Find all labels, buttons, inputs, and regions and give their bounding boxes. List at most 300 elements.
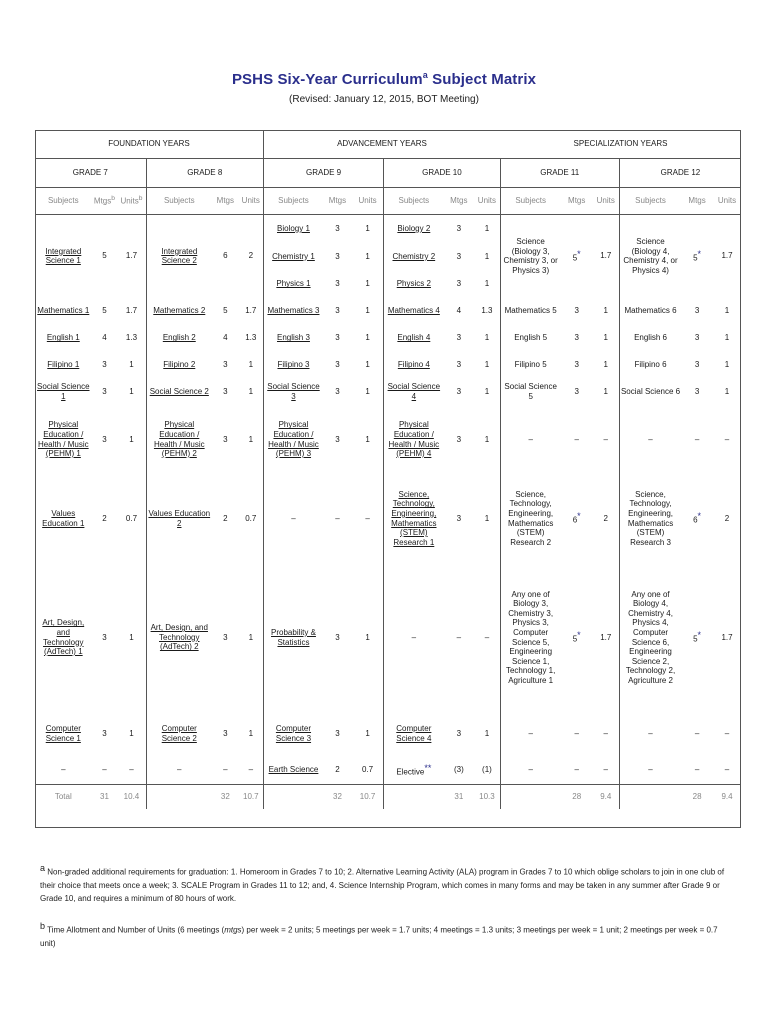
- table-row-pehm: [35, 406, 741, 474]
- mtgs-cell: [681, 474, 713, 564]
- subject-cell-text: –: [291, 513, 296, 523]
- table-row-elective: [35, 756, 741, 785]
- units-cell: [117, 756, 146, 785]
- units-cell: 1: [365, 279, 370, 289]
- table-row-adtech: [35, 564, 741, 712]
- mtgs-cell-text: 3: [335, 387, 340, 397]
- units-cell: 2: [248, 251, 254, 261]
- subject-cell: [619, 474, 681, 564]
- subject-cell: [500, 564, 561, 712]
- subject-cell: [35, 406, 92, 474]
- subject-cell: [35, 712, 92, 756]
- units-cell: [593, 712, 620, 756]
- subject-cell-text: –: [648, 764, 653, 774]
- units-cell-text: 10.7: [359, 792, 376, 802]
- mtgs-cell-text: 3: [223, 434, 228, 444]
- mtgs-cell: [92, 474, 118, 564]
- units-cell-text: 1: [248, 728, 254, 738]
- units-cell-text: 1: [365, 306, 370, 316]
- footnote-a-text: Non-graded additional requirements for graduation: 1. Homeroom in Grades 7 to 10; 2. Alternative Learning Activity (ALA) program in Grades 7 to 10 which oblige scholars to join in one club of their choice that meets once a week; 3. SCALE Program in Grades 11 to 12; and, 4. Science Internship Program, which comes in many forms and may be taken in any summer after Grade 9 or Grade 10, and requires a minimum of 80 hours of work.: [40, 867, 725, 903]
- specialization-years-header: SPECIALIZATION YEARS: [500, 130, 741, 159]
- units-cell-text: 1: [603, 360, 608, 370]
- mtgs-cell: [212, 379, 239, 406]
- units-cell: [352, 785, 384, 810]
- subject-cell: [146, 474, 212, 564]
- units-cell: [239, 756, 264, 785]
- subject-cell-text: Physical Education / Health / Music (PEHM) 3: [268, 420, 319, 459]
- subject-cell-text: Social Science 5: [504, 382, 557, 401]
- subject-cell: Science (Biology 4, Chemistry 4, or Physics 4): [619, 215, 681, 298]
- mtgs-cell: [561, 474, 593, 564]
- mtgs-cell-text: –: [694, 764, 700, 774]
- units-cell: [239, 474, 264, 564]
- mtgs-cell: [443, 564, 474, 712]
- subject-cell: [500, 298, 561, 325]
- subject-cell-text: Mathematics 1: [37, 306, 90, 316]
- units-cell-text: –: [248, 764, 254, 774]
- subject-cell: [500, 785, 561, 810]
- subject-cell: [384, 564, 444, 712]
- subject-cell: [500, 352, 561, 379]
- mtgs-cell: [561, 325, 593, 352]
- units-cell: [117, 474, 146, 564]
- mtgs-cell-text: 3: [335, 434, 340, 444]
- units-cell-text: 1: [484, 387, 490, 397]
- units-cell-text: 1: [724, 306, 730, 316]
- mtgs-cell-text: –: [694, 728, 700, 738]
- col-subjects: Subjects: [263, 188, 323, 215]
- mtgs-cell: [443, 474, 474, 564]
- subject-cell: [619, 712, 681, 756]
- subject-cell-text: Computer Science 2: [161, 723, 197, 743]
- subject-cell: Physics 2: [384, 271, 444, 298]
- column-header-row: [35, 188, 741, 215]
- subject-cell: [384, 298, 444, 325]
- subject-cell-text: English 4: [397, 333, 431, 343]
- subject-cell: [146, 712, 212, 756]
- units-cell-text: 1: [484, 728, 490, 738]
- subject-cell-text: Physical Education / Health / Music (PEHM) 1: [37, 420, 89, 459]
- star-marker: *: [577, 630, 581, 641]
- mtgs-cell-text: 6: [572, 516, 578, 526]
- units-cell: 1: [365, 223, 370, 233]
- table-row-filipino: [35, 352, 741, 379]
- subject-cell-text: Mathematics 2: [153, 306, 206, 316]
- units-cell: [239, 379, 264, 406]
- units-cell-text: 9.4: [600, 792, 612, 802]
- subject-cell: [146, 379, 212, 406]
- units-cell: [239, 298, 264, 325]
- units-cell-text: –: [365, 513, 370, 523]
- col-mtgs: Mtgs: [681, 188, 713, 215]
- mtgs-cell-text: –: [574, 764, 579, 774]
- units-cell-text: 1.3: [481, 306, 493, 316]
- mtgs-cell: [92, 298, 118, 325]
- units-cell-text: 1: [129, 360, 134, 370]
- mtgs-cell: [92, 325, 118, 352]
- mtgs-cell: [323, 406, 352, 474]
- units-cell: [474, 712, 500, 756]
- mtgs-cell: [681, 712, 713, 756]
- table-row-science-1: [35, 215, 741, 243]
- units-cell-text: 1: [365, 387, 370, 397]
- subject-cell-text: –: [648, 434, 653, 444]
- units-cell: [117, 564, 146, 712]
- units-cell: [117, 298, 146, 325]
- units-cell: [474, 756, 500, 785]
- col-mtgs: Mtgs: [323, 188, 352, 215]
- col-mtgs: Mtgs$^b$: [92, 188, 118, 215]
- units-cell-text: 0.7: [125, 513, 138, 523]
- mtgs-cell-text: 5: [102, 306, 107, 316]
- units-cell: [593, 474, 620, 564]
- subject-cell: [263, 564, 323, 712]
- mtgs-cell: [212, 756, 239, 785]
- mtgs-cell-text: 3: [223, 728, 228, 738]
- units-cell-text: 1: [724, 333, 730, 343]
- units-cell: [474, 325, 500, 352]
- mtgs-cell-text: –: [694, 434, 700, 444]
- mtgs-cell: [212, 352, 239, 379]
- units-cell-text: 10.7: [243, 792, 259, 802]
- units-cell: [239, 712, 264, 756]
- units-cell: [352, 325, 384, 352]
- subject-cell: [619, 325, 681, 352]
- subject-cell-text: Total: [54, 792, 72, 802]
- subject-cell-text: Earth Science: [268, 764, 319, 774]
- units-cell-text: 1: [129, 387, 134, 397]
- mtgs-cell-text: 31: [100, 792, 109, 802]
- mtgs-cell: [323, 712, 352, 756]
- mtgs-cell-text: 3: [574, 360, 579, 370]
- units-cell-text: 1: [365, 360, 370, 370]
- mtgs-cell-text: 3: [456, 387, 462, 397]
- subject-cell-text: Any one of Biology 4, Chemistry 4, Physics 4, Computer Science 6, Engineering Science 2, Technology 2, Agriculture 2: [625, 589, 676, 685]
- subject-cell-text: Science, Technology, Engineering, Mathematics (STEM) Research 3: [627, 489, 674, 547]
- mtgs-cell-text: 3: [102, 387, 107, 397]
- units-cell-text: 1: [365, 333, 370, 343]
- units-cell: [117, 785, 146, 810]
- mtgs-cell: [212, 406, 239, 474]
- mtgs-cell-text: –: [335, 513, 340, 523]
- mtgs-cell: [681, 298, 713, 325]
- mtgs-cell: [443, 298, 474, 325]
- subject-cell: [35, 785, 92, 810]
- mtgs-cell-text: 3: [335, 333, 340, 343]
- col-units: Units: [713, 188, 741, 215]
- subject-cell: Integrated Science 2: [146, 215, 212, 298]
- mtgs-cell: 3: [335, 279, 340, 289]
- subject-cell: [263, 712, 323, 756]
- units-cell-text: 1: [724, 360, 730, 370]
- table-row-total: [35, 785, 741, 810]
- col-units: Units: [474, 188, 500, 215]
- mtgs-cell: [92, 785, 118, 810]
- col-subjects: Subjects: [146, 188, 212, 215]
- mtgs-cell: [681, 379, 713, 406]
- subject-cell: [619, 298, 681, 325]
- subject-cell: [263, 325, 323, 352]
- units-cell: [352, 298, 384, 325]
- mtgs-cell: [561, 298, 593, 325]
- mtgs-cell: [681, 406, 713, 474]
- grade-11-header: GRADE 11: [500, 159, 619, 188]
- subject-cell-text: Mathematics 6: [624, 306, 677, 316]
- subject-cell: [384, 406, 444, 474]
- subject-cell-text: Filipino 1: [47, 360, 80, 370]
- col-units: Units: [352, 188, 384, 215]
- grade-10-header: GRADE 10: [384, 159, 500, 188]
- mtgs-cell: 3: [335, 223, 340, 233]
- units-cell-text: 1: [248, 632, 254, 642]
- units-cell-text: –: [724, 728, 730, 738]
- units-cell: [593, 785, 620, 810]
- mtgs-cell: [212, 785, 239, 810]
- subject-cell-text: Science, Technology, Engineering, Mathematics (STEM) Research 2: [507, 489, 554, 547]
- mtgs-cell: [323, 352, 352, 379]
- subject-cell: [35, 298, 92, 325]
- mtgs-cell-text: 28: [572, 792, 582, 802]
- footnote-a-mark: a: [40, 863, 46, 873]
- mtgs-cell-text: (3): [453, 764, 464, 774]
- units-cell-text: 0.7: [245, 513, 257, 523]
- mtgs-cell-text: –: [574, 434, 579, 444]
- subject-cell: [619, 352, 681, 379]
- units-cell-text: 1: [603, 306, 608, 316]
- col-subjects: Subjects: [384, 188, 444, 215]
- subject-cell: [619, 564, 681, 712]
- subject-cell-text: Computer Science 4: [396, 723, 432, 743]
- units-cell-text: 1: [484, 434, 490, 444]
- units-cell: [352, 564, 384, 712]
- units-cell: 1: [484, 279, 490, 289]
- subject-cell-text: Physical Education / Health / Music (PEHM) 2: [153, 420, 205, 459]
- units-cell-text: 1: [603, 333, 608, 343]
- grade-8-header: GRADE 8: [146, 159, 263, 188]
- mtgs-cell-text: 3: [574, 387, 579, 397]
- subject-cell: [619, 406, 681, 474]
- mtgs-cell-text: –: [102, 764, 107, 774]
- units-cell: [239, 406, 264, 474]
- subject-cell: Physics 1: [263, 271, 323, 298]
- units-cell: [117, 352, 146, 379]
- mtgs-cell: [681, 756, 713, 785]
- units-cell-text: –: [724, 764, 730, 774]
- subject-cell: [619, 785, 681, 810]
- subject-cell: [500, 712, 561, 756]
- mtgs-cell-text: 3: [223, 632, 228, 642]
- mtgs-cell: [92, 712, 118, 756]
- mtgs-cell: [443, 785, 474, 810]
- mtgs-cell-text: 4: [102, 333, 107, 343]
- star-marker: *: [697, 249, 702, 260]
- star-marker: *: [577, 511, 581, 522]
- units-cell-text: 1: [365, 434, 370, 444]
- subject-cell: Biology 1: [263, 215, 323, 243]
- mtgs-cell-text: 3: [102, 632, 107, 642]
- units-cell: 1.7: [125, 251, 138, 261]
- mtgs-cell-text: 3: [694, 333, 700, 343]
- units-cell: [713, 756, 741, 785]
- mtgs-cell: [92, 352, 118, 379]
- mtgs-cell-text: 3: [456, 434, 462, 444]
- mtgs-cell-text: –: [574, 728, 579, 738]
- subject-cell-text: –: [177, 764, 182, 774]
- mtgs-cell: [561, 564, 593, 712]
- units-cell: 1.7: [721, 251, 733, 261]
- subject-cell-text: –: [528, 764, 533, 774]
- mtgs-cell: 5*: [693, 249, 702, 263]
- mtgs-cell-text: 4: [456, 306, 462, 316]
- double-star-marker: **: [424, 762, 432, 773]
- footnote-b: $^b$ Time Allotment and Number of Units (6 meetings (mtgs) per week = 2 units; 5 meetings per week = 1.7 units; 4 meetings = 1.3 units; 3 meetings per week = 1 unit; 2 meetings per week = 0.7 unit): [40, 921, 718, 948]
- units-cell: [117, 406, 146, 474]
- star-marker: *: [697, 630, 702, 641]
- mtgs-cell: [92, 756, 118, 785]
- mtgs-cell-text: 3: [456, 333, 462, 343]
- units-cell: [352, 756, 384, 785]
- subject-cell: [263, 406, 323, 474]
- table-row-english: [35, 325, 741, 352]
- units-cell-text: (1): [482, 764, 492, 774]
- subject-cell-text: –: [411, 632, 417, 642]
- subject-cell: [146, 564, 212, 712]
- subject-cell: [384, 756, 444, 785]
- mtgs-cell-text: 28: [692, 792, 702, 802]
- mtgs-cell-text: 32: [220, 792, 230, 802]
- subject-cell-text: Elective: [396, 767, 425, 777]
- mtgs-cell: [92, 379, 118, 406]
- units-cell-text: 1.7: [245, 306, 257, 316]
- units-cell-text: 1: [484, 513, 490, 523]
- mtgs-cell-text: –: [223, 764, 228, 774]
- units-cell: [593, 352, 620, 379]
- subject-cell: [263, 474, 323, 564]
- subject-cell: Integrated Science 1: [45, 246, 82, 266]
- subject-cell-text: Filipino 3: [277, 360, 310, 370]
- mtgs-cell: [323, 756, 352, 785]
- units-cell: [239, 564, 264, 712]
- subject-cell: [146, 785, 212, 810]
- subject-cell-text: Art, Design, and Technology (AdTech) 1: [42, 618, 85, 657]
- units-cell-text: 1.3: [245, 333, 257, 343]
- mtgs-cell: [561, 712, 593, 756]
- mtgs-cell-text: 3: [694, 360, 700, 370]
- units-cell: [713, 325, 741, 352]
- subject-cell-text: Mathematics 4: [387, 306, 440, 316]
- mtgs-cell-text: 2: [223, 513, 228, 523]
- mtgs-cell: [92, 564, 118, 712]
- mtgs-cell: 3: [456, 223, 462, 233]
- subject-cell-text: –: [61, 764, 66, 774]
- mtgs-cell: [561, 785, 593, 810]
- footnote-b-mark: b: [40, 921, 46, 931]
- units-cell-text: 1.7: [600, 632, 612, 642]
- units-cell: [713, 712, 741, 756]
- units-cell: [593, 325, 620, 352]
- subject-cell: [500, 406, 561, 474]
- subject-cell: [35, 564, 92, 712]
- subject-cell: [146, 325, 212, 352]
- subject-cell-text: –: [648, 728, 653, 738]
- subject-cell: [146, 298, 212, 325]
- mtgs-cell: [212, 474, 239, 564]
- mtgs-cell: [561, 406, 593, 474]
- mtgs-cell: [212, 298, 239, 325]
- subject-cell-text: Art, Design, and Technology (AdTech) 2: [150, 623, 208, 652]
- mtgs-cell: [443, 352, 474, 379]
- units-cell: [474, 298, 500, 325]
- subject-cell: Science (Biology 3, Chemistry 3, or Physics 3): [500, 215, 561, 298]
- subject-cell: [384, 474, 444, 564]
- mtgs-cell-text: 3: [335, 306, 340, 316]
- units-cell: [239, 325, 264, 352]
- subject-cell: [146, 352, 212, 379]
- curriculum-matrix: [35, 130, 741, 809]
- mtgs-cell-text: 3: [456, 360, 462, 370]
- col-subjects: Subjects: [500, 188, 561, 215]
- mtgs-cell-text: 2: [335, 764, 340, 774]
- units-cell: 1.7: [600, 251, 612, 261]
- subject-cell-text: Values Education 2: [148, 508, 211, 528]
- units-cell: [593, 564, 620, 712]
- units-cell: [713, 785, 741, 810]
- subject-cell: Chemistry 1: [263, 243, 323, 271]
- subject-cell-text: Science, Technology, Engineering, Mathematics (STEM) Research 1: [391, 489, 437, 547]
- col-mtgs: Mtgs: [443, 188, 474, 215]
- units-cell-text: 1: [129, 632, 134, 642]
- units-cell-text: 1: [129, 434, 134, 444]
- mtgs-cell: [561, 352, 593, 379]
- units-cell: [593, 406, 620, 474]
- units-cell-text: 1: [484, 333, 490, 343]
- mtgs-cell: 5*: [572, 249, 581, 263]
- subject-cell: [263, 298, 323, 325]
- mtgs-cell: 5: [102, 251, 107, 261]
- subject-cell: [384, 785, 444, 810]
- mtgs-cell: [443, 325, 474, 352]
- subject-cell-text: Social Science 2: [149, 387, 209, 397]
- units-cell-text: 1: [248, 387, 254, 397]
- subject-cell-text: Social Science 1: [37, 382, 90, 401]
- subject-cell-text: English 3: [277, 333, 310, 343]
- units-cell: [713, 298, 741, 325]
- units-cell: [713, 474, 741, 564]
- subject-cell: [500, 379, 561, 406]
- mtgs-cell: [212, 325, 239, 352]
- subject-cell-text: Filipino 2: [163, 360, 196, 370]
- units-cell: [474, 352, 500, 379]
- units-cell-text: 1: [365, 632, 370, 642]
- mtgs-cell: [443, 379, 474, 406]
- star-marker: *: [697, 511, 702, 522]
- subject-cell-text: Social Science 3: [267, 382, 320, 401]
- units-cell: [352, 474, 384, 564]
- mtgs-cell: 6: [223, 251, 228, 261]
- mtgs-cell-text: 3: [574, 333, 579, 343]
- grade-7-header: GRADE 7: [35, 159, 146, 188]
- grade-12-header: GRADE 12: [619, 159, 741, 188]
- units-cell-text: 9.4: [721, 792, 733, 802]
- subject-cell: [384, 712, 444, 756]
- subject-cell-text: Computer Science 1: [45, 723, 81, 743]
- subject-cell-text: Values Education 1: [42, 508, 85, 528]
- units-cell-text: –: [484, 632, 490, 642]
- subject-cell: [146, 406, 212, 474]
- subject-cell: [35, 756, 92, 785]
- units-cell: [117, 379, 146, 406]
- subject-cell: [384, 325, 444, 352]
